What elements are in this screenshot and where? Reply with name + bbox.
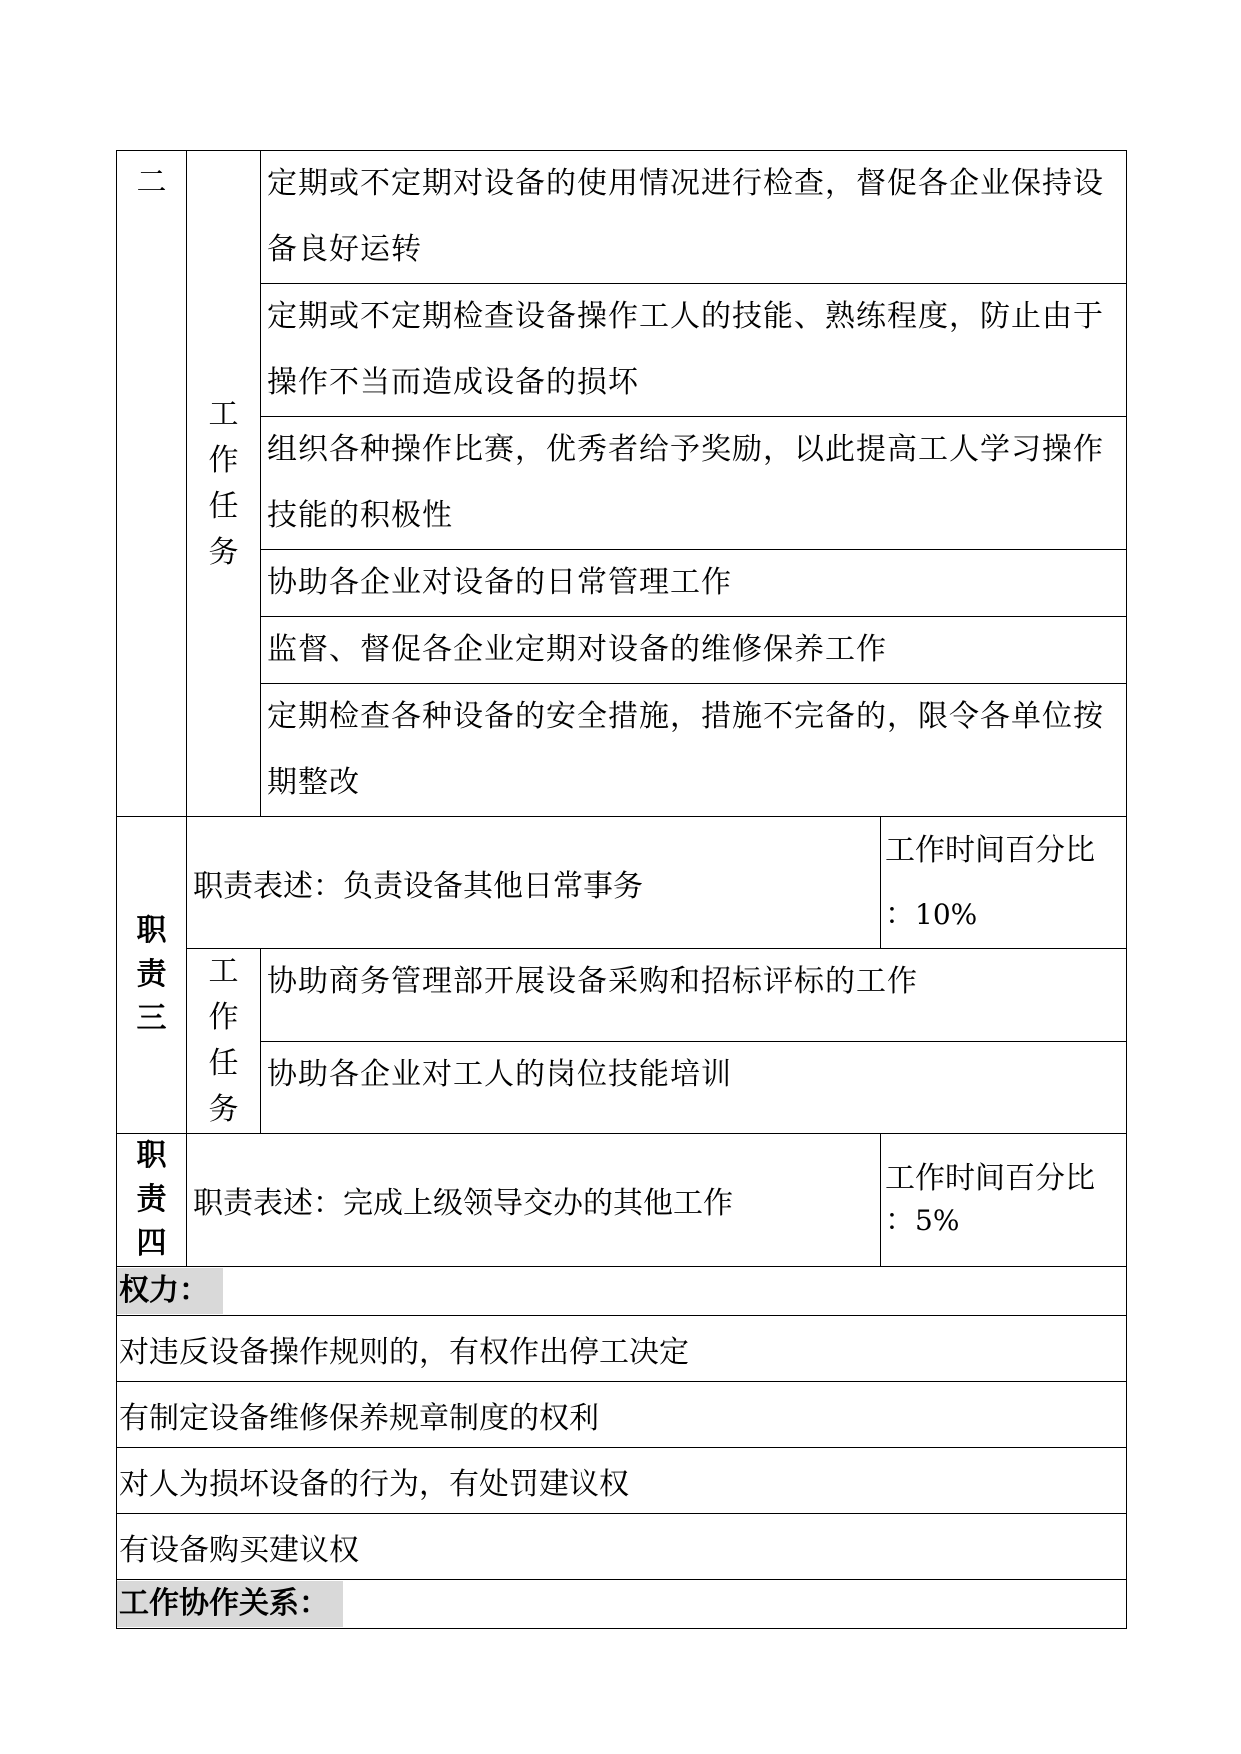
duty2-task-5: 监督、督促各企业定期对设备的维修保养工作 (261, 617, 1127, 684)
rights-row (117, 1448, 1127, 1514)
duty3-task-label (187, 949, 261, 1134)
duty3-time-prefix: ： (885, 896, 915, 932)
duty2-task-row (117, 284, 1127, 417)
cooperation-header-row (117, 1580, 1127, 1629)
duty3-time-cell (881, 817, 1127, 949)
duty4-time-label: 工作时间百分比 (885, 1161, 1095, 1196)
duty2-task-row (117, 617, 1127, 684)
duty4-time-value: 5% (915, 1204, 960, 1237)
duty3-task-label-text: 工作任务 (208, 954, 239, 1127)
cooperation-title: 工作协作关系： (117, 1581, 343, 1627)
rights-item-1: 对违反设备操作规则的，有权作出停工决定 (117, 1316, 1127, 1382)
duty3-time-label: 工作时间百分比 (885, 832, 1095, 868)
rights-item-4: 有设备购买建议权 (117, 1514, 1127, 1580)
duty3-name (117, 817, 187, 1134)
duty4-time-cell (881, 1134, 1127, 1267)
duty2-task-4: 协助各企业对设备的日常管理工作 (261, 550, 1127, 617)
rights-header (117, 1267, 1127, 1316)
duty4-description: 职责表述：完成上级领导交办的其他工作 (187, 1134, 881, 1267)
duty4-time-percent (885, 1200, 1126, 1242)
duty2-task-1: 定期或不定期对设备的使用情况进行检查，督促各企业保持设备良好运转 (261, 151, 1127, 284)
duty2-task-6: 定期检查各种设备的安全措施，措施不完备的，限令各单位按期整改 (261, 684, 1127, 817)
duty3-time-percent (885, 883, 1126, 947)
duty3-task-2: 协助各企业对工人的岗位技能培训 (261, 1041, 1127, 1134)
duty3-description-row (117, 817, 1127, 949)
duty2-task-label (187, 151, 261, 817)
rights-row (117, 1514, 1127, 1580)
duty2-task-2: 定期或不定期检查设备操作工人的技能、熟练程度，防止由于操作不当而造成设备的损坏 (261, 284, 1127, 417)
duty3-time-value: 10% (915, 897, 978, 931)
rights-header-row (117, 1267, 1127, 1316)
duty2-task-row (117, 550, 1127, 617)
duty3-task-row (117, 1041, 1127, 1134)
duty4-time-prefix: ： (885, 1203, 915, 1238)
duty3-name-text: 职责三 (136, 913, 167, 1036)
rights-item-3: 对人为损坏设备的行为，有处罚建议权 (117, 1448, 1127, 1514)
duty2-task-row (117, 684, 1127, 817)
job-description-table (116, 150, 1127, 1629)
rights-row (117, 1382, 1127, 1448)
duty2-task-3: 组织各种操作比赛，优秀者给予奖励，以此提高工人学习操作技能的积极性 (261, 417, 1127, 550)
duty4-name-text: 职责四 (136, 1138, 167, 1261)
duty2-task-row (117, 417, 1127, 550)
duty3-task-row (117, 949, 1127, 1042)
duty2-task-row (117, 151, 1127, 284)
duty4-description-row (117, 1134, 1127, 1267)
rights-title: 权力： (117, 1268, 223, 1314)
rights-row (117, 1316, 1127, 1382)
duty2-index: 二 (117, 151, 187, 817)
duty2-task-label-text: 工作任务 (208, 396, 239, 570)
duty4-name (117, 1134, 187, 1267)
duty3-description: 职责表述：负责设备其他日常事务 (187, 817, 881, 949)
cooperation-header (117, 1580, 1127, 1629)
duty3-task-1: 协助商务管理部开展设备采购和招标评标的工作 (261, 949, 1127, 1042)
rights-item-2: 有制定设备维修保养规章制度的权利 (117, 1382, 1127, 1448)
